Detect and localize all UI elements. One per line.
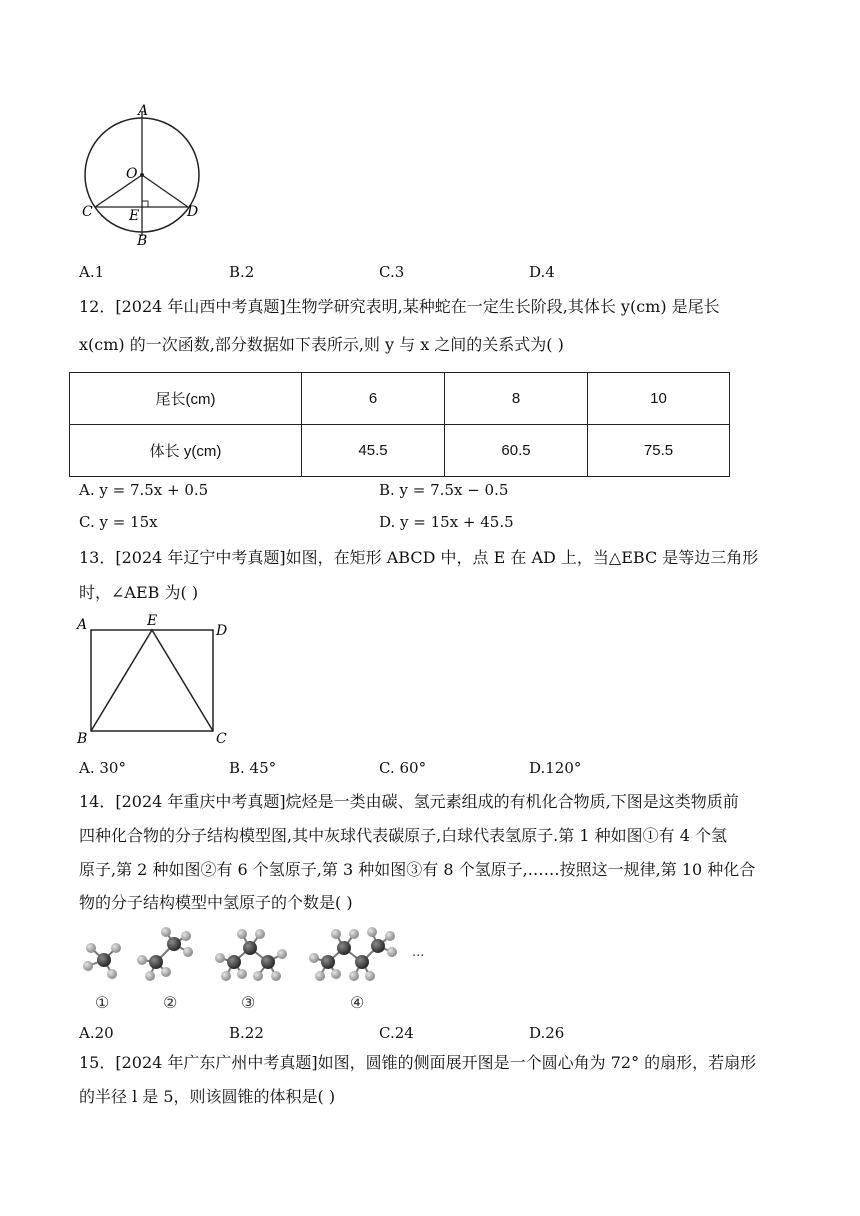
q14-option-b[interactable]: B.22 xyxy=(229,1024,264,1042)
label-e: E xyxy=(147,613,158,629)
rectangle-abcd xyxy=(91,630,213,731)
table-cell: 60.5 xyxy=(445,425,588,477)
q11-option-b[interactable]: B.2 xyxy=(229,263,255,281)
q13-option-b[interactable]: B. 45° xyxy=(229,759,277,777)
table-row xyxy=(70,373,730,425)
center-point xyxy=(140,173,144,177)
molecule-2 xyxy=(137,927,193,981)
label-b: B xyxy=(77,731,88,747)
table-header-cell: 尾长(cm) xyxy=(70,373,302,425)
q12-option-d[interactable]: D. y = 15x + 45.5 xyxy=(379,513,514,531)
q11-option-a[interactable]: A.1 xyxy=(79,263,105,281)
label-d: D xyxy=(216,623,228,639)
q12-stem-line1: 12．[2024 年山西中考真题]生物学研究表明,某种蛇在一定生长阶段,其体长 y(cm) 是尾长 xyxy=(79,297,720,316)
label-e: E xyxy=(129,208,140,224)
q13-stem-line2: 时，∠AEB 为( ) xyxy=(79,583,199,602)
rectangle-figure xyxy=(74,611,239,751)
label-a: A xyxy=(138,103,149,119)
q13-option-d[interactable]: D.120° xyxy=(529,759,582,777)
molecule-label-3: ③ xyxy=(241,993,256,1012)
label-a: A xyxy=(77,617,88,633)
label-b: B xyxy=(137,233,148,249)
molecule-figures xyxy=(76,922,446,1017)
q11-option-d[interactable]: D.4 xyxy=(529,263,555,281)
q14-option-c[interactable]: C.24 xyxy=(379,1024,414,1042)
table-cell: 10 xyxy=(588,373,730,425)
q14-stem-line1: 14．[2024 年重庆中考真题]烷烃是一类由碳、氢元素组成的有机化合物质,下图是这类物质前 xyxy=(79,792,739,811)
molecule-1 xyxy=(83,943,121,979)
q14-option-d[interactable]: D.26 xyxy=(529,1024,565,1042)
ellipsis: ... xyxy=(412,945,425,960)
molecule-label-4: ④ xyxy=(350,993,365,1012)
table-cell: 6 xyxy=(302,373,445,425)
q13-stem-line1: 13．[2024 年辽宁中考真题]如图，在矩形 ABCD 中，点 E 在 AD 上，当△EBC 是等边三角形 xyxy=(79,548,759,567)
circle-figure xyxy=(76,100,206,250)
label-c: C xyxy=(82,204,93,220)
table-cell: 45.5 xyxy=(302,425,445,477)
right-angle-mark xyxy=(142,201,148,207)
q13-option-c[interactable]: C. 60° xyxy=(379,759,427,777)
q15-stem-line2: 的半径 l 是 5，则该圆锥的体积是( ) xyxy=(79,1087,336,1106)
q12-data-table xyxy=(69,372,730,477)
label-o: O xyxy=(126,166,138,182)
q13-option-a[interactable]: A. 30° xyxy=(79,759,126,777)
q14-option-a[interactable]: A.20 xyxy=(79,1024,114,1042)
q12-option-c[interactable]: C. y = 15x xyxy=(79,513,158,531)
label-c: C xyxy=(216,731,227,747)
table-cell: 75.5 xyxy=(588,425,730,477)
q12-option-a[interactable]: A. y = 7.5x + 0.5 xyxy=(79,481,209,499)
table-row xyxy=(70,425,730,477)
q15-stem-line1: 15．[2024 年广东广州中考真题]如图，圆锥的侧面展开图是一个圆心角为 72° 的扇形，若扇形 xyxy=(79,1053,757,1072)
triangle-ebc xyxy=(91,630,213,731)
q14-stem-line2: 四种化合物的分子结构模型图,其中灰球代表碳原子,白球代表氢原子.第 1 种如图①有 4 个氢 xyxy=(79,826,727,845)
table-cell: 8 xyxy=(445,373,588,425)
q14-stem-line4: 物的分子结构模型中氢原子的个数是( ) xyxy=(79,893,353,912)
molecule-3 xyxy=(215,929,287,981)
molecule-label-2: ② xyxy=(163,993,178,1012)
molecule-4 xyxy=(309,927,397,981)
molecule-label-1: ① xyxy=(95,993,110,1012)
q14-stem-line3: 原子,第 2 种如图②有 6 个氢原子,第 3 种如图③有 8 个氢原子,……按照这一规律,第 10 种化合 xyxy=(79,860,756,879)
label-d: D xyxy=(187,204,199,220)
q12-option-b[interactable]: B. y = 7.5x − 0.5 xyxy=(379,481,509,499)
radius-od xyxy=(142,175,188,207)
table-header-cell: 体长 y(cm) xyxy=(70,425,302,477)
q11-option-c[interactable]: C.3 xyxy=(379,263,405,281)
q12-stem-line2: x(cm) 的一次函数,部分数据如下表所示,则 y 与 x 之间的关系式为( ) xyxy=(79,335,564,354)
